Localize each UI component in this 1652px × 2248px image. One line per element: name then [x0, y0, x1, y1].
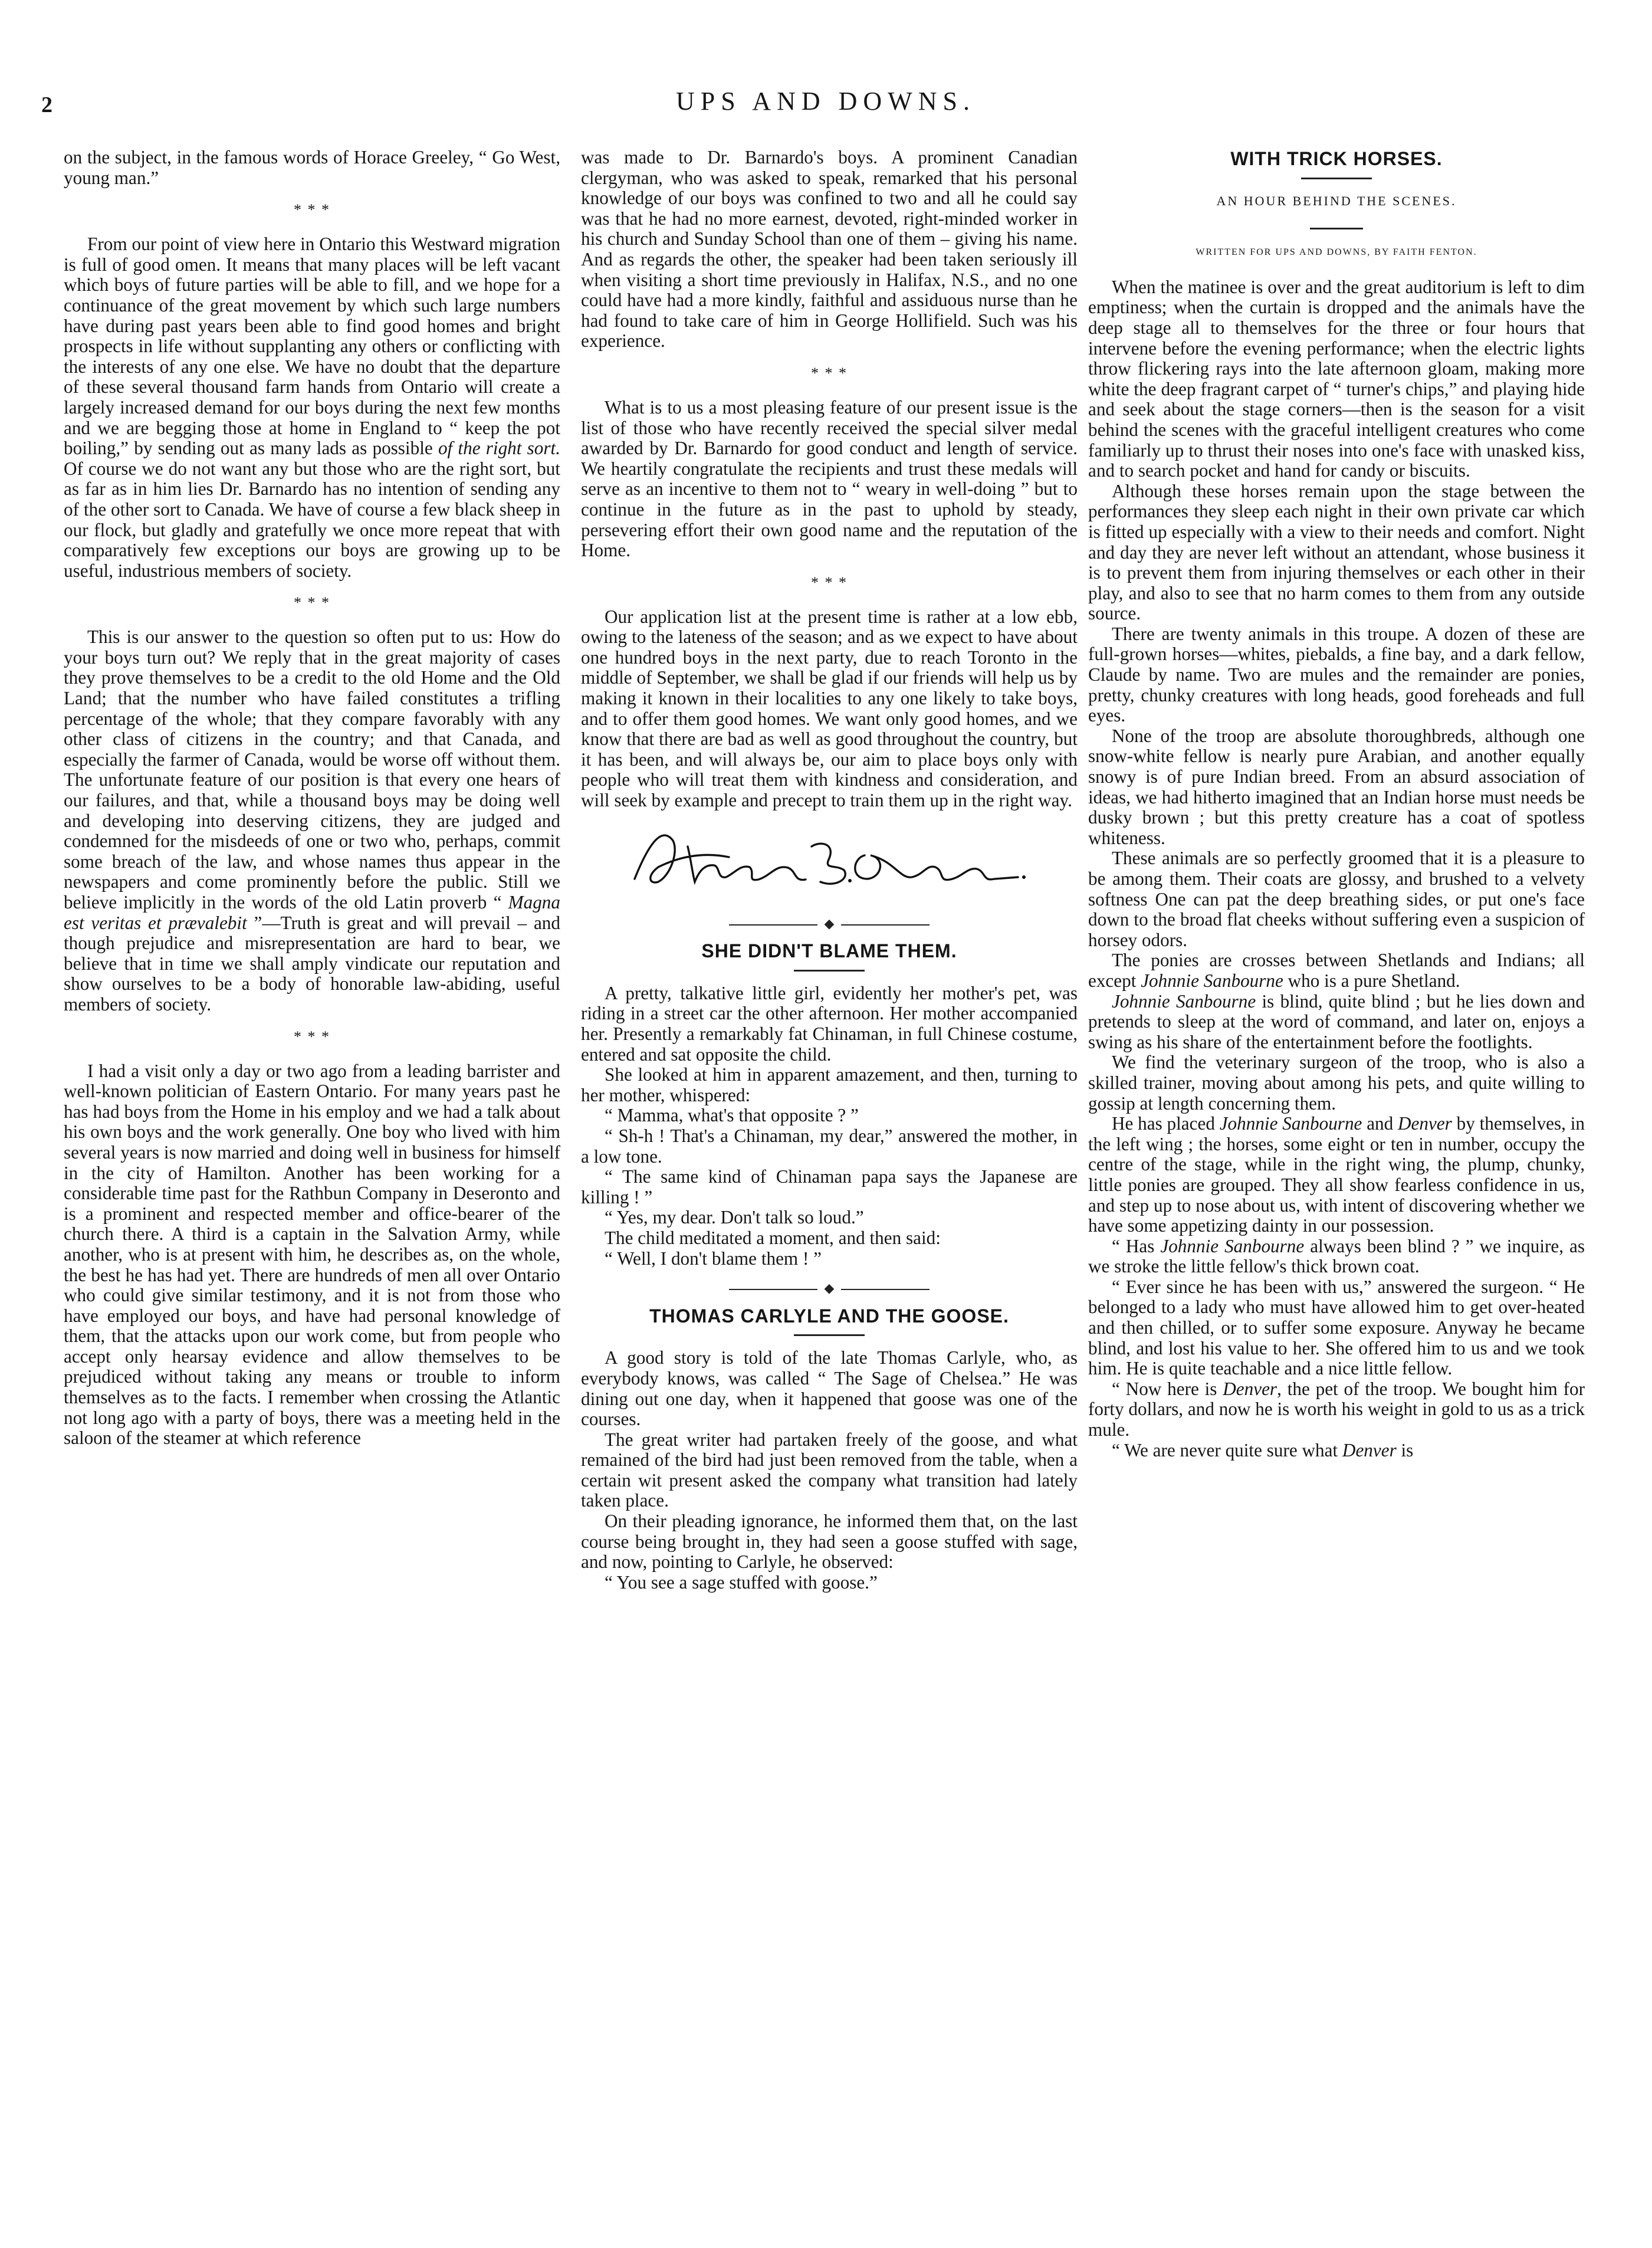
- paragraph: was made to Dr. Barnardo's boys. A prominent Canadian clergyman, who was asked to speak, remarked that his personal knowledge of our boys was confined to two and all he could say was that he had no more earnest, devoted, right-minded worker in his church and Sunday School than one of them – giving his name. And as regards the other, the speaker had been taken seriously ill when visiting a short time previously in Halifax, N.S., and no one could have had a more kindly, faithful and assiduous nurse than he had found to take care of him in George Hollifield. Such was his experience.: [581, 147, 1078, 352]
- column-1: [64, 147, 560, 2200]
- paragraph: There are twenty animals in this troupe. A dozen of these are full-grown horses—whites, piebalds, a fine bay, and a dark fellow, Claude by name. Two are mules and the remainder are ponies, pretty, chunky creatures with long heads, good foreheads and full eyes.: [1088, 623, 1585, 726]
- title-rule: [794, 970, 865, 972]
- paragraph: “ Yes, my dear. Don't talk so loud.”: [605, 1207, 864, 1228]
- article-title: SHE DIDN'T BLAME THEM.: [701, 940, 957, 962]
- paragraph: On their pleading ignorance, he informed them that, on the last course being brought in, they had seen a goose stuffed with sage, and now, pointing to Carlyle, he observed:: [581, 1511, 1078, 1573]
- article-title: THOMAS CARLYLE AND THE GOOSE.: [649, 1305, 1009, 1327]
- paragraph: “ We are never quite sure what Denver is: [1112, 1439, 1414, 1461]
- ornament-rule: ◆: [581, 1278, 1078, 1299]
- page-header: [41, 84, 1610, 125]
- paragraph: “ You see a sage stuffed with goose.”: [605, 1571, 878, 1593]
- editor-signature: [617, 823, 1042, 900]
- section-separator: * * *: [294, 594, 330, 612]
- paragraph: “ The same kind of Chinaman papa says the Japanese are killing ! ”: [581, 1166, 1078, 1207]
- article-byline: WRITTEN FOR UPS AND DOWNS, BY FAITH FENTON.: [1196, 247, 1477, 258]
- section-separator: * * *: [294, 1028, 330, 1045]
- paragraph: The great writer had partaken freely of the goose, and what remained of the bird had just been removed from the table, when a certain wit present asked the company what transition had lately taken place.: [581, 1429, 1078, 1511]
- paragraph: Although these horses remain upon the stage between the performances they sleep each night in their own private car which is fitted up especially with a view to their needs and comfort. Night and day they are never left without an attendant, whose business it is to prevent them from injuring themselves or each other in their play, and also to see that no harm comes to them from any outside source.: [1088, 480, 1585, 624]
- paragraph: When the matinee is over and the great auditorium is left to dim emptiness; when the curtain is dropped and the animals have the deep stage all to themselves for the three or four hours that intervene before the evening performance; when the electric lights throw flickering rays into the late afternoon gloam, making more white the deep fragrant carpet of “ turner's chips,” and playing hide and seek about the stage corners—then is the season for a visit behind the scenes with the graceful intelligent creatures who come familiarly up to thrust their noses into one's face with unasked kiss, and to search pocket and hand for candy or biscuits.: [1088, 276, 1585, 481]
- page-number: 2: [41, 93, 52, 117]
- paragraph: He has placed Johnnie Sanbourne and Denver by themselves, in the left wing ; the horses, some eight or ten in number, occupy the centre of the stage, while in the right wing, the plump, chunky, little ponies are grouped. They all show fearless confidence in us, and step up to nose about us, with intent of discovering whether we have some appetizing dainty in our possession.: [1088, 1113, 1585, 1236]
- paragraph: A good story is told of the late Thomas Carlyle, who, as everybody knows, was called “ The Sage of Chelsea.” He was dining out one day, when it happened that goose was one of the courses.: [581, 1347, 1078, 1430]
- paragraph: The child meditated a moment, and then said:: [605, 1227, 941, 1248]
- paragraph: She looked at him in apparent amazement, and then, turning to her mother, whispered:: [581, 1064, 1078, 1105]
- paragraph: “ Sh-h ! That's a Chinaman, my dear,” answered the mother, in a low tone.: [581, 1125, 1078, 1167]
- paragraph: A pretty, talkative little girl, evidently her mother's pet, was riding in a street car the other afternoon. Her mother accompanied her. Presently a remarkably fat Chinaman, in full Chinese costume, entered and sat opposite the child.: [581, 982, 1078, 1065]
- paragraph: From our point of view here in Ontario this Westward migration is full of good omen. It means that many places will be left vacant which boys of future parties will be able to fill, and we hope for a continuance of the great movement by which such large numbers have during past years been able to find good homes and bright prospects in life without supplanting any others or conflicting with the interests of any one else. We have no doubt that the departure of these several thousand farm hands from Ontario will create a largely increased demand for our boys during the next few months and we are begging those at home in England to “ keep the pot boiling,” by sending out as many lads as possible of the right sort. Of course we do not want any but those who are the right sort, but as far as in him lies Dr. Barnardo has no intention of sending any of the other sort to Canada. We have of course a few black sheep in our flock, but gladly and gratefully we once more repeat that with comparatively few exceptions our boys are growing up to be useful, industrious members of society.: [64, 234, 560, 581]
- paragraph: These animals are so perfectly groomed that it is a pleasure to be among them. Their coats are glossy, and brushed to a velvety softness One can pat the deep breathing sides, or put one's face down to the broad flat cheeks without suffering even a suspicion of horsey odors.: [1088, 848, 1585, 950]
- running-head: UPS AND DOWNS.: [676, 87, 976, 116]
- section-separator: * * *: [294, 201, 330, 219]
- paragraph: “ Ever since he has been with us,” answered the surgeon. “ He belonged to a lady who must have allowed him to get over-heated and then chilled, or to suffer some exposure. Anyway he became blind, and lost his value to her. She offered him to us and we took him. He is quite teachable and a nice little fellow.: [1088, 1276, 1585, 1379]
- title-rule: [794, 1334, 865, 1336]
- section-separator: * * *: [811, 364, 848, 382]
- section-separator: * * *: [811, 573, 848, 591]
- paragraph: “ Well, I don't blame them ! ”: [605, 1248, 822, 1269]
- paragraph: “ Now here is Denver, the pet of the troop. We bought him for forty dollars, and now he is worth his weight in gold to us as a trick mule.: [1088, 1378, 1585, 1440]
- paragraph: “ Has Johnnie Sanbourne always been blind ? ” we inquire, as we stroke the little fellow's thick brown coat.: [1088, 1235, 1585, 1277]
- paragraph: This is our answer to the question so often put to us: How do your boys turn out? We reply that in the great majority of cases they prove themselves to be a credit to the old Home and the Old Land; that the number who have failed constitutes a trifling percentage of the whole; that they compare favorably with any other class of citizens in the country; and that Canada, and especially the farmer of Canada, would be worse off without them. The unfortunate feature of our position is that every one hears of our failures, and that, while a thousand boys may be doing well and developing into deserving citizens, they are judged and condemned for the misdeeds of one or two who, perhaps, commit some breach of the law, and whose names thus appear in the newspapers and come prominently before the public. Still we believe implicitly in the words of the old Latin proverb “ Magna est veritas et prævalebit ”—Truth is great and will prevail – and though prejudice and misrepresentation are hard to bear, we believe that in time we shall amply vindicate our reputation and show ourselves to be a body of honorable law-abiding, useful members of society.: [64, 626, 560, 1015]
- article-title: WITH TRICK HORSES.: [1230, 148, 1443, 169]
- ornament-rule: ◆: [581, 914, 1078, 934]
- paragraph: Johnnie Sanbourne is blind, quite blind ; but he lies down and pretends to sleep at the word of command, and later on, enjoys a swing as his share of the entertainment before the footlights.: [1088, 990, 1585, 1052]
- title-rule: [1301, 178, 1372, 179]
- article-subtitle: AN HOUR BEHIND THE SCENES.: [1216, 193, 1457, 208]
- paragraph: “ Mamma, what's that opposite ? ”: [605, 1105, 859, 1126]
- title-rule: [1310, 228, 1363, 229]
- column-3: [1088, 147, 1585, 2200]
- paragraph: None of the troop are absolute thoroughbreds, although one snow-white fellow is nearly pure Arabian, and another equally snowy is of pure Indian breed. From an absurd association of ideas, we had hitherto imagined that an Indian horse must needs be dusky brown ; but this pretty creature has a coat of spotless whiteness.: [1088, 725, 1585, 848]
- column-2: [581, 147, 1078, 2200]
- paragraph: The ponies are crosses between Shetlands and Indians; all except Johnnie Sanbourne who is a pure Shetland.: [1088, 950, 1585, 991]
- paragraph: What is to us a most pleasing feature of our present issue is the list of those who have recently received the special silver medal awarded by Dr. Barnardo for good conduct and length of service. We heartily congratulate the recipients and trust these medals will serve as an incentive to them not to “ weary in well-doing ” but to continue in the future as in the past to uphold by steady, persevering effort their own good name and the reputation of the Home.: [581, 396, 1078, 561]
- paragraph: I had a visit only a day or two ago from a leading barrister and well-known politician of Eastern Ontario. For many years past he has had boys from the Home in his employ and we had a talk about his own boys and the work generally. One boy who lived with him several years is now married and doing well in business for himself in the city of Hamilton. Another has been working for a considerable time past for the Rathbun Company in Deseronto and is a prominent and respected member and office-bearer of the church there. A third is a captain in the Salvation Army, while another, who is at present with him, he describes as, on the whole, the best he has had yet. There are hundreds of men all over Ontario who could give similar testimony, and it is not from those who have employed our boys, and have had personal knowledge of them, that the attacks upon our work come, but from people who accept only hearsay evidence and allow themselves to be prejudiced without taking any means or trouble to inform themselves as to the facts. I remember when crossing the Atlantic not long ago with a party of boys, there was a meeting held in the saloon of the steamer at which reference: [64, 1060, 560, 1449]
- paragraph: We find the veterinary surgeon of the troop, who is also a skilled trainer, moving about among his pets, and quite willing to gossip at length concerning them.: [1088, 1052, 1585, 1114]
- paragraph: Our application list at the present time is rather at a low ebb, owing to the lateness of the season; and as we expect to have about one hundred boys in the next party, due to reach Toronto in the middle of September, we shall be glad if our friends will help us by making it known in their localities to any one likely to take boys, and to offer them good homes. We want only good homes, and we know that there are bad as well as good throughout the country, but it has been, and will always be, our aim to place boys only with people who will treat them with kindness and consideration, and will seek by example and precept to train them up in the right way.: [581, 606, 1078, 811]
- paragraph: on the subject, in the famous words of Horace Greeley, “ Go West, young man.”: [64, 147, 560, 188]
